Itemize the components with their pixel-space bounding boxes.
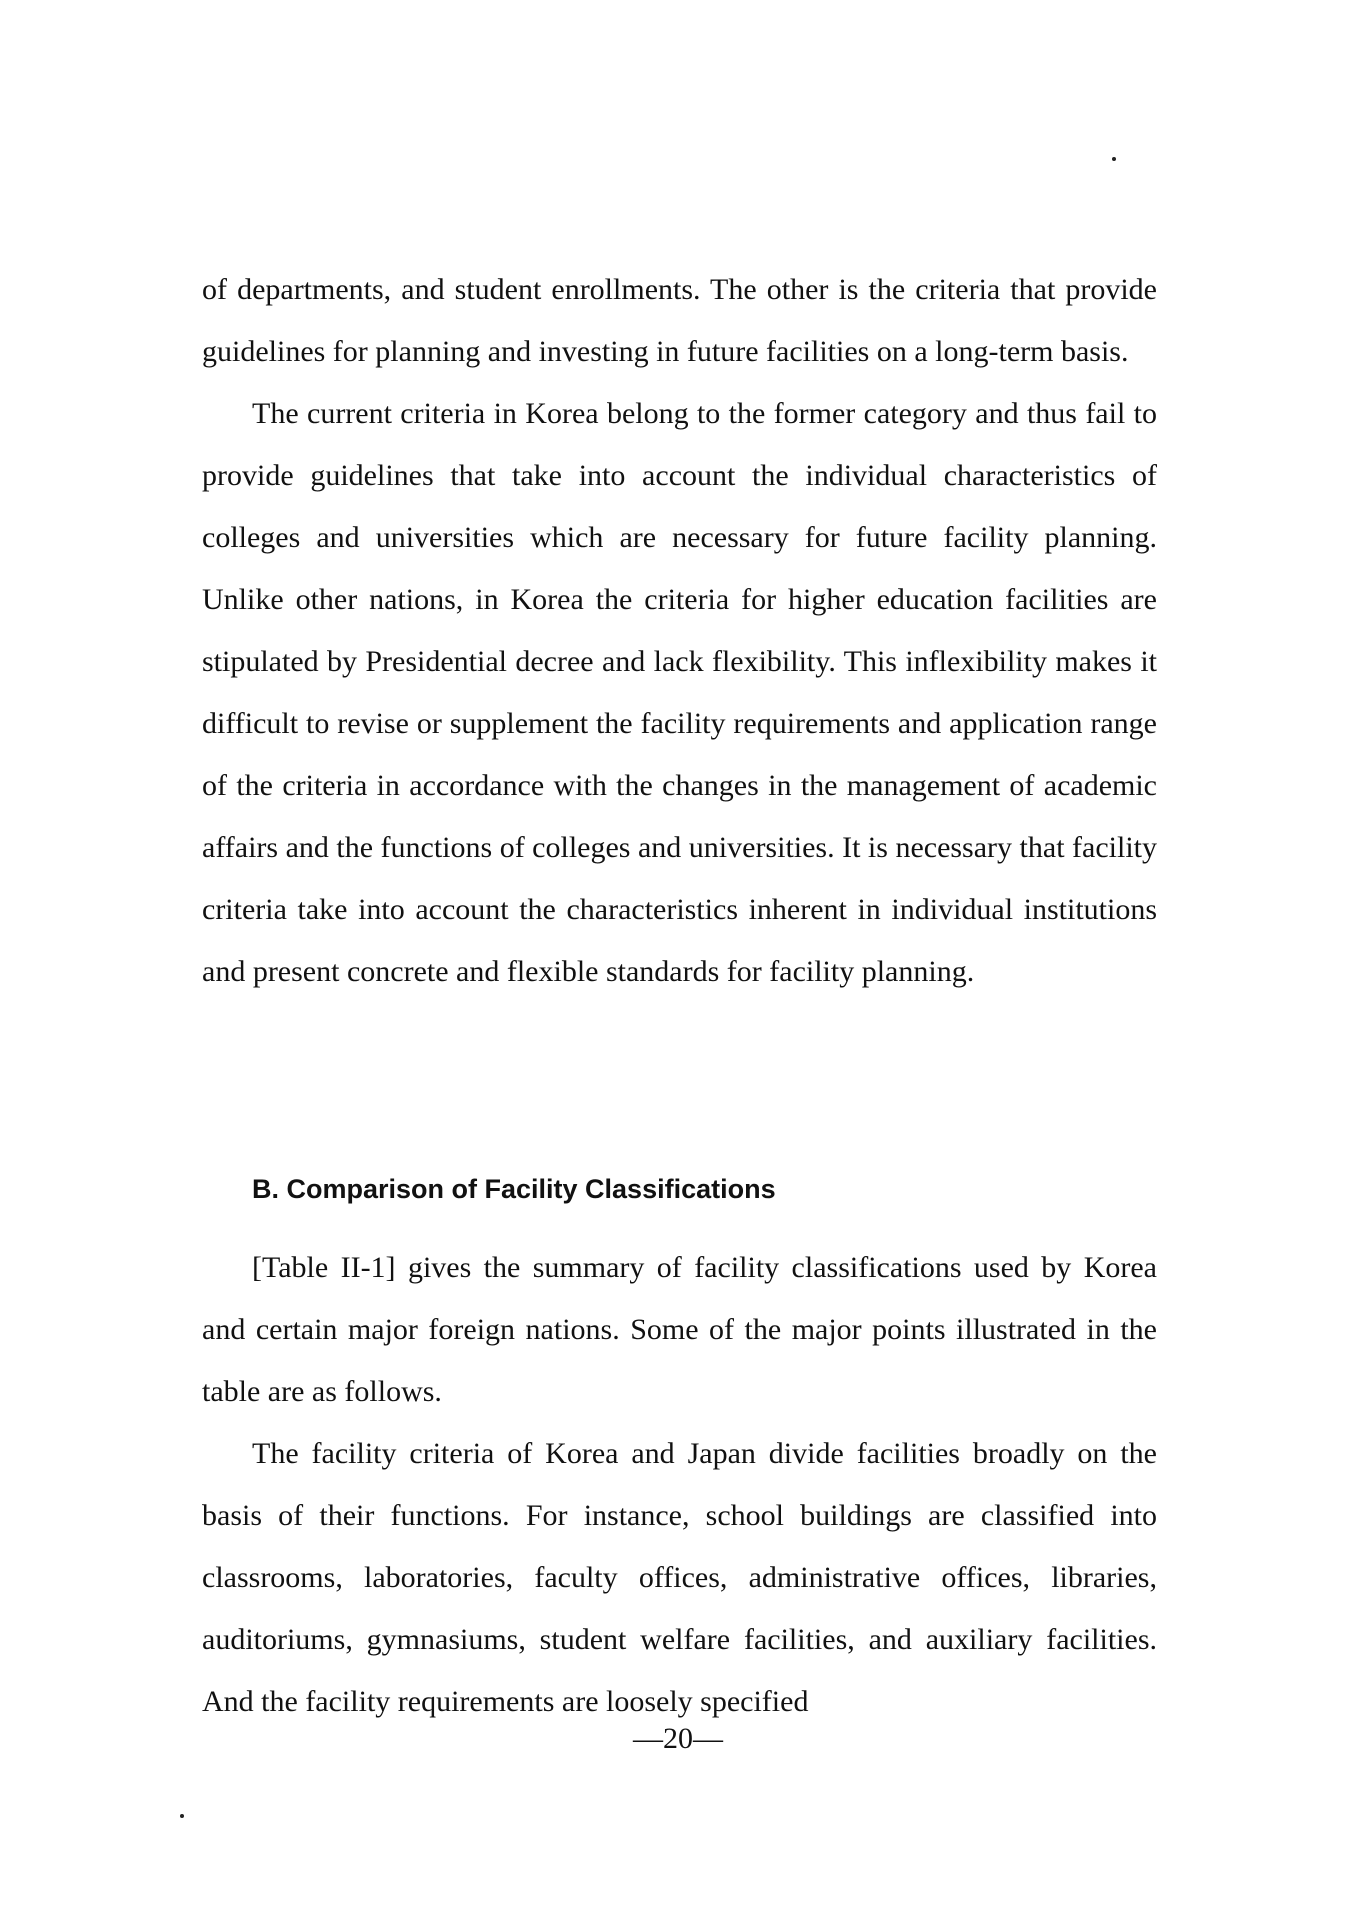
scan-speck (1112, 157, 1116, 161)
page-number: —20— (633, 1722, 723, 1755)
scan-speck (180, 1814, 184, 1818)
paragraph-table-summary: [Table II-1] gives the summary of facility classifications used by Korea and certain major foreign nations. Some of the major points illustrated in the table are as follows. (202, 1251, 1157, 1408)
section-heading: B. Comparison of Facility Classifications (252, 1174, 776, 1204)
body-text-bottom (202, 1237, 1157, 1733)
paragraph-continuation: of departments, and student enrollments. The other is the criteria that provide guidelines for planning and investing in future facilities on a long-term basis. (202, 273, 1157, 368)
paragraph-korea-japan: The facility criteria of Korea and Japan divide facilities broadly on the basis of their functions. For instance, school buildings are classified into classrooms, laboratories, faculty offices, administrative offices, libraries, auditoriums, gymnasiums, student welfare facilities, and auxiliary facilities. And the facility requirements are loosely specified (202, 1437, 1157, 1718)
paragraph-current-criteria: The current criteria in Korea belong to the former category and thus fail to provide guidelines that take into account the individual characteristics of colleges and universities which are necessary for future facility planning. Unlike other nations, in Korea the criteria for higher education facilities are stipulated by Presidential decree and lack flexibility. This inflexibility makes it difficult to revise or supplement the facility requirements and application range of the criteria in accordance with the changes in the management of academic affairs and the functions of colleges and universities. It is necessary that facility criteria take into account the characteristics inherent in individual institutions and present concrete and flexible standards for facility planning. (202, 397, 1157, 988)
body-text-top (202, 259, 1157, 1003)
